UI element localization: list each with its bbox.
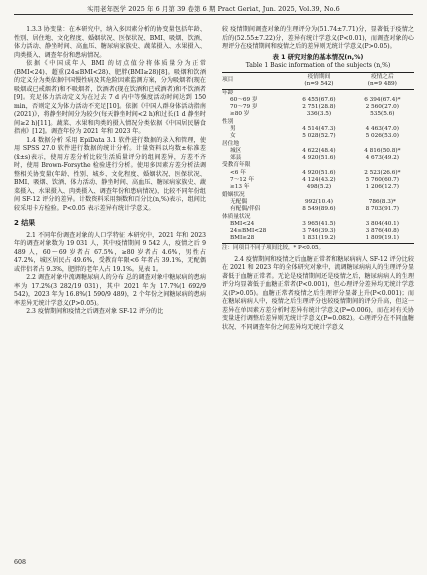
definitions-paragraph: 依据《中国成年人 BMI 的切点值分将体质量分为正常(BMI<24)、超重(24≤BMI<28)、肥胖(BMI≥28)[8]。吸烟和饮酒的定义分为类依据中国慢性病及其危险因素监测方案，分为吸烟者(现在吸烟或已戒烟者)和不吸烟者，饮酒者(现在饮酒和已戒酒者)和不饮酒者[9]。充足体力活动定义为在过去 7 d 内中等强度活动时间达到 150 min，否则定义为体力活动不充足[10]。依据《中国人群身体活动指南(2021)》，将静坐时间分为较少(每天静坐时间<2 h)和过长(1 d 静坐时间≥2 h)[11]。蔬菜、水果和肉类的摄入情况分类依据《中国居民膳食指南》[12]。调查年份为 2021 年和 2023 年。 [14, 60, 206, 135]
cell-after [351, 214, 414, 221]
table-body [222, 89, 414, 243]
cell-during: 4 514(47.3) [302, 125, 336, 132]
cell-during: 5 028(52.7) [302, 133, 336, 140]
diabetes-distribution-paragraph: 2.2 调查对象中流调糖尿病人的分布 总的调查对象中糖尿病的患病率为 17.2%(3 282/19 031)，其中 2021 年为 17.7%(1 692/9 542)，2023 年为 16.8%(1 590/9 489)，2 个年份之间糖尿病的患病率差异无统计学意义(P>0.05)。 [14, 274, 206, 307]
table-row [222, 206, 414, 213]
table-note: 注：同项目不同子项间比较，* P<0.05。 [222, 244, 325, 251]
cell-during [287, 89, 350, 97]
row-label: 受教育年限 [222, 162, 251, 169]
table-row [222, 97, 414, 104]
row-label: 郊县 [230, 155, 242, 162]
cell-during: 4 920(51.6) [302, 155, 336, 162]
cell-after: 8 703(91.7) [365, 206, 399, 213]
cell-after: 3 804(40.1) [365, 220, 399, 227]
cell-after [351, 119, 414, 126]
baseline-table [222, 72, 414, 244]
cell-during: 4 622(48.4) [302, 147, 336, 154]
row-label: 24≤BMI<28 [230, 228, 267, 235]
left-column [14, 26, 206, 317]
cell-during: 6 455(67.6) [302, 96, 336, 103]
table-header-row [222, 72, 414, 89]
page-number: 608 [14, 559, 27, 566]
cell-after: 535(5.6) [370, 111, 395, 118]
cell-during: 4 920(51.6) [302, 169, 336, 176]
cell-during: 4 124(43.2) [302, 177, 336, 184]
cell-after: 2 523(26.6)* [364, 169, 401, 176]
table-row [222, 133, 414, 140]
header-after-label: 疫情之后 [370, 73, 394, 80]
cell-during: 3 746(39.3) [302, 228, 336, 235]
table-title-en: Table 1 Basic information of the subjects (n,%) [245, 61, 391, 69]
row-label: 70～79 岁 [230, 104, 258, 111]
cell-during [287, 214, 350, 221]
row-label: ≥13 年 [230, 184, 250, 191]
row-label: 无配偶 [230, 198, 248, 205]
header-during [287, 72, 350, 89]
table-row [222, 170, 414, 177]
cell-during: 2 751(28.8) [302, 104, 336, 111]
cell-after: 2 560(27.0) [365, 104, 399, 111]
row-label: 城区 [230, 147, 242, 154]
cell-after [351, 162, 414, 169]
row-label: 体质量状况 [222, 213, 251, 220]
row-label: ≥80 岁 [230, 111, 250, 118]
row-label: 男 [230, 125, 236, 132]
header-after-n: (n=9 489) [367, 80, 397, 87]
row-label: 女 [230, 133, 236, 140]
row-label: <6 年 [230, 169, 246, 176]
table-row [222, 235, 414, 243]
row-label: 60～69 岁 [230, 96, 258, 103]
table-row [222, 192, 414, 199]
diabetes-sf12-paragraph: 2.4 疫情期间和疫情之后血糖正常者和糖尿病病人 SF-12 评分比较 在 2021 和 2023 年的全体研究对象中，流调糖尿病病人的生理评分显著低于血糖正常者。无论是疫情期间还是疫情之后，糖尿病病人的生理评分均显著低于血糖正常者(P<0.001)，但心理评分差异均无统计学意义(P>0.05)。血糖正常者疫情之后生理评分显著上升(P<0.001)；而在糖尿病病人中，疫情之后生理评分也较疫情期间的评分升高，但这一差异在单因素方差分析时差异有统计学意义(P=0.006)，而在对有关协变量进行调整后差异则无统计学意义(P=0.082)。心理评分在不同血糖状况、不同调查年份之间差异均无统计学意义 [222, 255, 414, 331]
header-after [351, 72, 414, 89]
table-row [222, 214, 414, 221]
cell-during: 992(10.4) [304, 198, 333, 205]
cell-after: 1 809(19.1) [365, 235, 399, 242]
table-row [222, 89, 414, 97]
header-during-label: 疫情期间 [307, 73, 331, 80]
row-label: 性别 [222, 118, 234, 125]
table-row [222, 141, 414, 148]
header-during-n: (n=9 542) [304, 80, 334, 87]
cell-after: 4 463(47.0) [365, 125, 399, 132]
cell-after: 5 760(60.7) [365, 177, 399, 184]
row-label: 居住地 [222, 140, 240, 147]
table-row [222, 155, 414, 162]
cell-during: 336(3.5) [306, 111, 332, 118]
cell-during [287, 119, 350, 126]
table-row [222, 119, 414, 126]
row-label: 有配偶/伴侣 [230, 206, 261, 213]
sf12-comparison-continued: 较 疫情期间调查对象的生理评分为(51.74±7.71)分，显著低于疫情之后的(52.55±7.22)分，差异有统计学意义(P<0.01)，而调查对象的心理评分在疫情期间和疫情之后的差异则无统计学意义(P>0.05)。 [222, 26, 414, 50]
cell-during [287, 162, 350, 169]
cell-during: 498(5.2) [306, 184, 332, 191]
demographics-paragraph: 2.1 不同年份调查对象的人口学特征 本研究中，2021 年和 2023 年的调查对象数为 19 031 人，其中疫情期间 9 542 人，疫情之后 9 489 人，60～69 岁者占 67.5%，≥80 岁者占 4.6%，男性占 47.2%，城区居民占 49.6%，受教育年限<6 年者占 39.1%，无配偶或伴侣者占 9.3%，肥胖的老年人占 19.1%。见表 1。 [14, 231, 206, 273]
running-header: 实用老年医学 2025 年 6 月第 39 卷第 6 期 Pract Geriat, Jun. 2025, Vol.39, No.6 [87, 5, 340, 13]
header-rule [14, 14, 413, 15]
cell-after: 6 394(67.4)* [364, 96, 401, 103]
right-column [222, 26, 414, 332]
row-label: 婚姻状况 [222, 191, 245, 198]
cell-after: 5 026(53.0) [365, 133, 399, 140]
row-label: BMI<24 [230, 220, 255, 227]
cell-after: 3 876(40.8) [365, 228, 399, 235]
cell-after [351, 141, 414, 148]
cell-during [287, 192, 350, 199]
cell-during: 8 549(89.6) [302, 206, 336, 213]
table-row [222, 162, 414, 169]
row-label: 7～12 年 [230, 177, 255, 184]
cell-after [351, 89, 414, 97]
covariates-paragraph: 1.3.3 协变量：在本研究中，纳入多因素分析的协变量包括年龄、性别、居住地、文化程度、婚姻状况、医保状况、BMI、吸烟、饮酒、体力活动、静坐时间、高血压、糖尿病家族史、蔬菜摄入、水果摄入、肉类摄入、调查年份和患病情况。 [14, 26, 206, 59]
cell-after: 1 206(12.7) [365, 184, 399, 191]
results-heading: 2 结果 [14, 219, 36, 227]
cell-during [287, 141, 350, 148]
header-item: 项目 [222, 77, 234, 83]
cell-after: 4 816(50.8)* [364, 147, 401, 154]
analysis-paragraph: 1.4 数据分析 采用 EpiData 3.1 软件进行数据的录入和管理，使用 SPSS 27.0 软件进行数据的统计分析。计量资料以均数±标准差(x̄±s)表示，使用方差分析比较生活质量评分的组间差异，方差不齐时，使用 Brown-Forsythe 检验进行分析。使用多因素方差分析法调整相关协变量(年龄、性别、城乡、文化程度、婚姻状况、医保状况、BMI、吸烟、饮酒、体力活动、静坐时间、高血压、糖尿病家族史、蔬菜摄入、水果摄入、肉类摄入、调查年份和患病情况)，比较不同年份组间 SF-12 评分的差异。计数资料采用频数和百分比(n,%)表示，组间比较采用卡方检验。P<0.05 表示差异有统计学意义。 [14, 136, 206, 212]
cell-after: 4 673(49.2) [365, 155, 399, 162]
sf12-comparison-paragraph: 2.3 疫情期间和疫情之后调查对象 SF-12 评分的比 [26, 308, 164, 315]
cell-after: 786(8.3)* [368, 198, 396, 205]
table-row [222, 184, 414, 191]
table-title: 表 1 研究对象的基本情况(n,%) [272, 53, 364, 61]
cell-during: 3 965(41.5) [302, 220, 336, 227]
table-row [222, 111, 414, 118]
cell-after [351, 192, 414, 199]
cell-during: 1 831(19.2) [302, 235, 336, 242]
row-label: 年龄 [222, 89, 234, 96]
row-label: BMI≥28 [230, 235, 255, 242]
